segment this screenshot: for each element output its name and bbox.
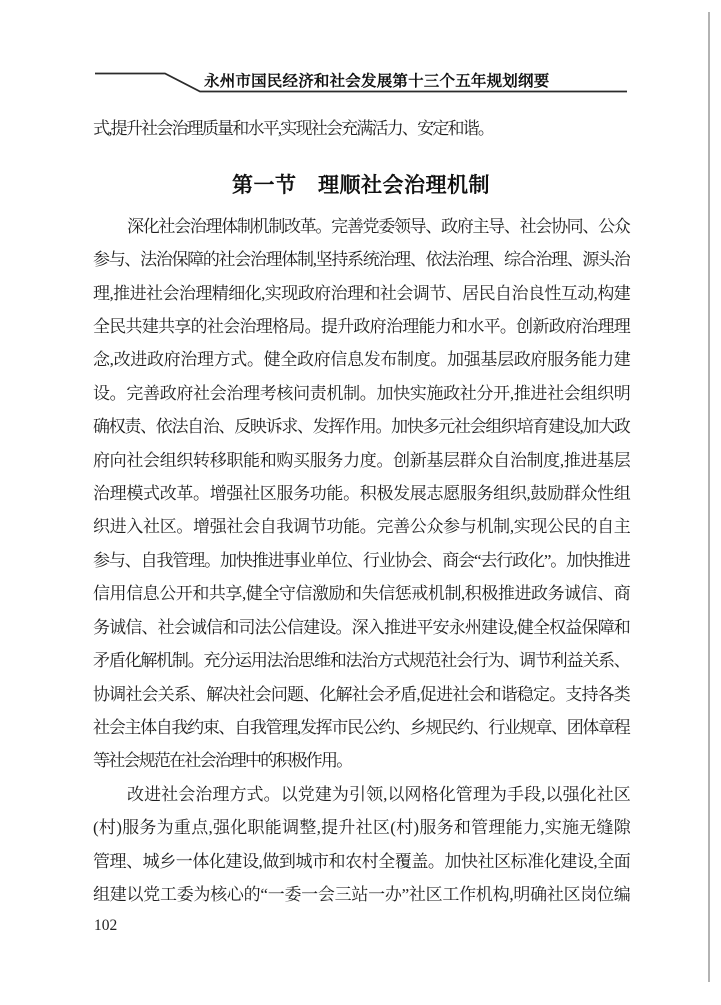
body-line: 式,提升社会治理质量和水平,实现社会充满活力、安定和谐。 <box>93 119 494 138</box>
body-line: 确权责、依法自治、反映诉求、发挥作用。加快多元社会组织培育建设,加大政 <box>93 417 629 437</box>
page-number: 102 <box>94 917 118 934</box>
body-line: 理,推进社会治理精细化,实现政府治理和社会调节、居民自治良性互动,构建 <box>93 283 629 303</box>
body-line: 全民共建共享的社会治理格局。提升政府治理能力和水平。创新政府治理理 <box>93 317 629 337</box>
body-line: 参与、自我管理。加快推进事业单位、行业协会、商会“去行政化”。加快推进 <box>93 550 629 570</box>
body-line: 社会主体自我约束、自我管理,发挥市民公约、乡规民约、行业规章、团体章程 <box>93 717 629 737</box>
header-rule <box>0 0 721 110</box>
page-edge-line <box>708 12 710 982</box>
section-heading: 第一节 理顺社会治理机制 <box>232 174 490 198</box>
body-line: 织进入社区。增强社会自我调节功能。完善公众参与机制,实现公民的自主 <box>93 517 629 537</box>
body-line: 参与、法治保障的社会治理体制,坚持系统治理、依法治理、综合治理、源头治 <box>93 250 629 270</box>
body-line: 信用信息公开和共享,健全守信激励和失信惩戒机制,积极推进政务诚信、商 <box>93 584 629 604</box>
body-line: 务诚信、社会诚信和司法公信建设。深入推进平安永州建设,健全权益保障和 <box>93 617 629 637</box>
body-line: (村)服务为重点,强化职能调整,提升社区(村)服务和管理能力,实施无缝隙 <box>93 818 629 838</box>
paragraph <box>93 112 629 145</box>
header-title: 永州市国民经济和社会发展第十三个五年规划纲要 <box>204 73 550 90</box>
paragraph <box>93 210 629 778</box>
body-line: 管理、城乡一体化建设,做到城市和农村全覆盖。加快社区标准化建设,全面 <box>93 851 629 871</box>
body-line: 治理模式改革。增强社区服务功能。积极发展志愿服务组织,鼓励群众性组 <box>93 484 629 504</box>
document-body <box>93 112 629 911</box>
body-line: 等社会规范在社会治理中的积极作用。 <box>93 751 352 771</box>
paragraph <box>93 778 629 912</box>
body-line: 念,改进政府治理方式。健全政府信息发布制度。加强基层政府服务能力建 <box>93 350 629 370</box>
body-line: 设。完善政府社会治理考核问责机制。加快实施政社分开,推进社会组织明 <box>93 383 629 403</box>
body-line: 改进社会治理方式。以党建为引领,以网格化管理为手段,以强化社区 <box>127 784 629 804</box>
body-line: 协调社会关系、解决社会问题、化解社会矛盾,促进社会和谐稳定。支持各类 <box>93 684 629 704</box>
body-line: 深化社会治理体制机制改革。完善党委领导、政府主导、社会协同、公众 <box>127 216 629 236</box>
body-line: 矛盾化解机制。充分运用法治思维和法治方式规范社会行为、调节利益关系、 <box>93 651 629 671</box>
body-line: 组建以党工委为核心的“一委一会三站一办”社区工作机构,明确社区岗位编 <box>93 884 629 904</box>
body-line: 府向社会组织转移职能和购买服务力度。创新基层群众自治制度,推进基层 <box>93 450 629 470</box>
